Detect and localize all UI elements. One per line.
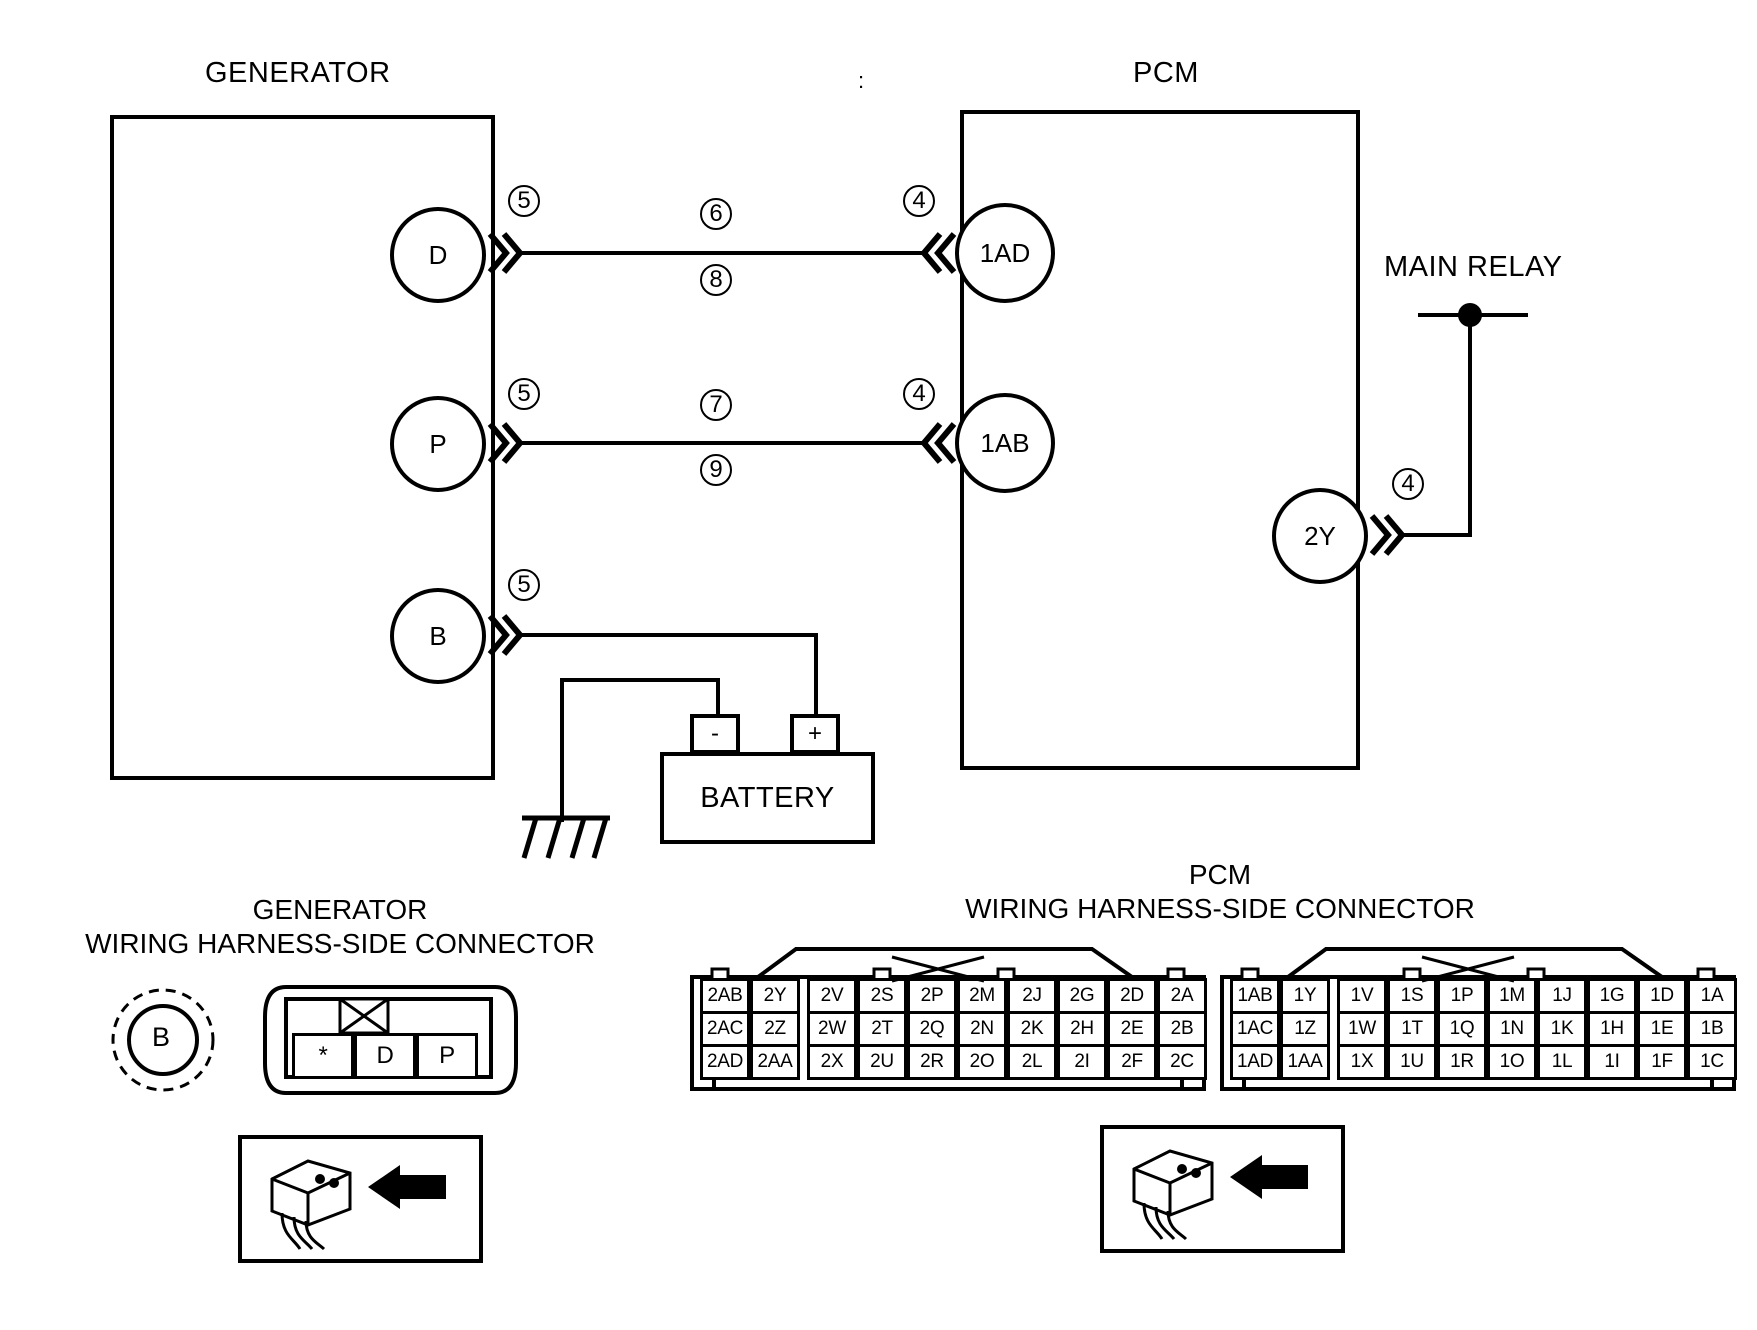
- wire-relay-riser: [1468, 313, 1472, 535]
- battery-negative-terminal: [690, 714, 740, 754]
- terminal-number-d-label: 5: [517, 187, 531, 214]
- pcm-left-cell: 2J: [1007, 978, 1057, 1014]
- pcm-right-connector-grid: [1230, 978, 1737, 1080]
- pcm-connector-caption-line2: WIRING HARNESS-SIDE CONNECTOR: [965, 893, 1475, 924]
- pcm-right-cell: 1N: [1487, 1011, 1537, 1047]
- pcm-left-row: [700, 1011, 1207, 1047]
- colon-mark: :: [858, 68, 865, 93]
- wire-2y-to-relay: [1400, 533, 1472, 537]
- wire-marker-9: [700, 454, 732, 486]
- pcm-left-cell: 2AD: [700, 1044, 750, 1080]
- pcm-left-cell: 2N: [957, 1011, 1007, 1047]
- pcm-connector-caption: [820, 858, 1620, 926]
- generator-connector-caption-line1: GENERATOR: [252, 894, 428, 925]
- pcm-right-row: [1230, 1044, 1737, 1080]
- wire-marker-8-label: 8: [709, 266, 723, 293]
- generator-connector-caption-line2: WIRING HARNESS-SIDE CONNECTOR: [85, 928, 595, 959]
- pcm-right-cell: 1Y: [1280, 978, 1330, 1014]
- pcm-right-cell: 1W: [1337, 1011, 1387, 1047]
- pcm-right-cell: 1P: [1437, 978, 1487, 1014]
- pcm-left-cell: 2S: [857, 978, 907, 1014]
- pcm-left-cell: 2F: [1107, 1044, 1157, 1080]
- pcm-right-cell: 1G: [1587, 978, 1637, 1014]
- pcm-right-cell: 1Z: [1280, 1011, 1330, 1047]
- pcm-right-cell: 1AA: [1280, 1044, 1330, 1080]
- pcm-left-cell: 2AC: [700, 1011, 750, 1047]
- terminal-number-p-label: 5: [517, 380, 531, 407]
- battery-label: BATTERY: [700, 781, 835, 814]
- pcm-left-cell: 2D: [1107, 978, 1157, 1014]
- pcm-left-cell: 2P: [907, 978, 957, 1014]
- pcm-left-cell: 2A: [1157, 978, 1207, 1014]
- pcm-right-cell: 1R: [1437, 1044, 1487, 1080]
- pcm-left-cell: 2K: [1007, 1011, 1057, 1047]
- pcm-left-cell: 2W: [807, 1011, 857, 1047]
- pcm-right-keyway-icon: [1418, 955, 1518, 983]
- pcm-right-cell: 1M: [1487, 978, 1537, 1014]
- pcm-connector-caption-line1: PCM: [1188, 859, 1252, 890]
- pcm-right-cell: 1S: [1387, 978, 1437, 1014]
- generator-cell: P: [416, 1033, 478, 1079]
- terminal-number-b-label: 5: [517, 571, 531, 598]
- terminal-number-1ad-label: 4: [912, 187, 926, 214]
- wire-marker-8: [700, 264, 732, 296]
- generator-pin-d-label: D: [428, 239, 448, 270]
- generator-cell: D: [354, 1033, 416, 1079]
- pcm-right-cell: 1B: [1687, 1011, 1737, 1047]
- wire-ground-drop: [560, 678, 564, 822]
- pcm-right-cell: 1X: [1337, 1044, 1387, 1080]
- pcm-right-cell: 1AC: [1230, 1011, 1280, 1047]
- pcm-left-cell: 2R: [907, 1044, 957, 1080]
- terminal-number-d: [508, 185, 540, 217]
- pcm-left-keyway-icon: [888, 955, 988, 983]
- pcm-left-connector-grid: [700, 978, 1207, 1080]
- generator-pin-b-label: B: [429, 620, 447, 651]
- wire-p: [518, 441, 928, 445]
- terminal-number-p: [508, 378, 540, 410]
- pcm-left-cell: 2V: [807, 978, 857, 1014]
- pcm-left-cell: 2AB: [700, 978, 750, 1014]
- pcm-left-cell: 2C: [1157, 1044, 1207, 1080]
- generator-pin-d: [390, 207, 486, 303]
- pcm-left-row: [700, 1044, 1207, 1080]
- pcm-right-cell: 1J: [1537, 978, 1587, 1014]
- pcm-left-cell: 2Q: [907, 1011, 957, 1047]
- wire-b-to-battery: [518, 633, 818, 637]
- wire-battery-ground: [560, 678, 720, 682]
- pcm-right-cell: 1D: [1637, 978, 1687, 1014]
- pcm-pin-1ab: [955, 393, 1055, 493]
- pcm-right-cell: 1U: [1387, 1044, 1437, 1080]
- wire-marker-9-label: 9: [709, 456, 723, 483]
- generator-pin-p: [390, 396, 486, 492]
- connector-insert-arrow-icon: [1112, 1133, 1332, 1245]
- generator-connector-caption: [25, 893, 655, 961]
- pcm-right-cell: 1L: [1537, 1044, 1587, 1080]
- pcm-left-row: [700, 978, 1207, 1014]
- pcm-right-row: [1230, 978, 1737, 1014]
- pcm-pin-1ab-label: 1AB: [980, 427, 1030, 458]
- pcm-left-cell: 2Z: [750, 1011, 800, 1047]
- relay-pin-2y-label: 2Y: [1304, 520, 1336, 551]
- relay-pin-2y: [1272, 488, 1368, 584]
- pcm-left-cell: 2G: [1057, 978, 1107, 1014]
- generator-connector-cells: [292, 1033, 478, 1079]
- pcm-title: PCM: [1133, 57, 1199, 89]
- relay-contact-dot: [1458, 303, 1482, 327]
- wire-marker-7: [700, 389, 732, 421]
- terminal-number-2y-label: 4: [1401, 470, 1415, 497]
- pcm-pin-1ad: [955, 203, 1055, 303]
- pcm-right-cell: 1C: [1687, 1044, 1737, 1080]
- pcm-left-cell: 2U: [857, 1044, 907, 1080]
- pcm-right-cell: 1AB: [1230, 978, 1280, 1014]
- wire-d: [518, 251, 928, 255]
- pcm-right-cell: 1Q: [1437, 1011, 1487, 1047]
- pcm-left-cell: 2M: [957, 978, 1007, 1014]
- terminal-number-b: [508, 569, 540, 601]
- generator-cell: *: [292, 1033, 354, 1079]
- wire-marker-7-label: 7: [709, 391, 723, 418]
- battery-negative-label: -: [711, 720, 719, 747]
- terminal-number-1ab-label: 4: [912, 380, 926, 407]
- wire-battery-pos-drop: [814, 633, 818, 718]
- pcm-right-cell: 1F: [1637, 1044, 1687, 1080]
- pcm-right-cell: 1E: [1637, 1011, 1687, 1047]
- pcm-right-cell: 1AD: [1230, 1044, 1280, 1080]
- pcm-pin-1ad-label: 1AD: [979, 237, 1031, 268]
- pcm-left-cell: 2O: [957, 1044, 1007, 1080]
- connector-insert-arrow-icon: [250, 1143, 470, 1255]
- pcm-right-cell: 1V: [1337, 978, 1387, 1014]
- connector-arrow-1ad: [918, 228, 958, 278]
- pcm-right-cell: 1O: [1487, 1044, 1537, 1080]
- terminal-number-1ad: [903, 185, 935, 217]
- pcm-left-cell: 2AA: [750, 1044, 800, 1080]
- pcm-right-cell: 1A: [1687, 978, 1737, 1014]
- pcm-right-cell: 1I: [1587, 1044, 1637, 1080]
- ground-symbol-icon: [518, 810, 614, 870]
- battery-body: [660, 752, 875, 844]
- pcm-left-cell: 2I: [1057, 1044, 1107, 1080]
- pcm-left-cell: 2E: [1107, 1011, 1157, 1047]
- pcm-left-cell: 2L: [1007, 1044, 1057, 1080]
- wire-marker-6: [700, 198, 732, 230]
- wire-marker-6-label: 6: [709, 200, 723, 227]
- pcm-left-cell: 2T: [857, 1011, 907, 1047]
- battery-positive-terminal: [790, 714, 840, 754]
- generator-pin-b: [390, 588, 486, 684]
- pcm-left-cell: 2X: [807, 1044, 857, 1080]
- terminal-number-1ab: [903, 378, 935, 410]
- pcm-left-cell: 2H: [1057, 1011, 1107, 1047]
- pcm-right-row: [1230, 1011, 1737, 1047]
- terminal-number-2y: [1392, 468, 1424, 500]
- generator-single-pin-label: B: [152, 1022, 171, 1052]
- connector-arrow-1ab: [918, 418, 958, 468]
- pcm-right-cell: 1K: [1537, 1011, 1587, 1047]
- generator-title: GENERATOR: [205, 57, 391, 89]
- pcm-left-cell: 2B: [1157, 1011, 1207, 1047]
- pcm-left-cell: 2Y: [750, 978, 800, 1014]
- pcm-right-cell: 1T: [1387, 1011, 1437, 1047]
- generator-pin-p-label: P: [429, 428, 447, 459]
- pcm-right-cell: 1H: [1587, 1011, 1637, 1047]
- battery-positive-label: +: [807, 720, 822, 747]
- main-relay-title: MAIN RELAY: [1384, 251, 1563, 283]
